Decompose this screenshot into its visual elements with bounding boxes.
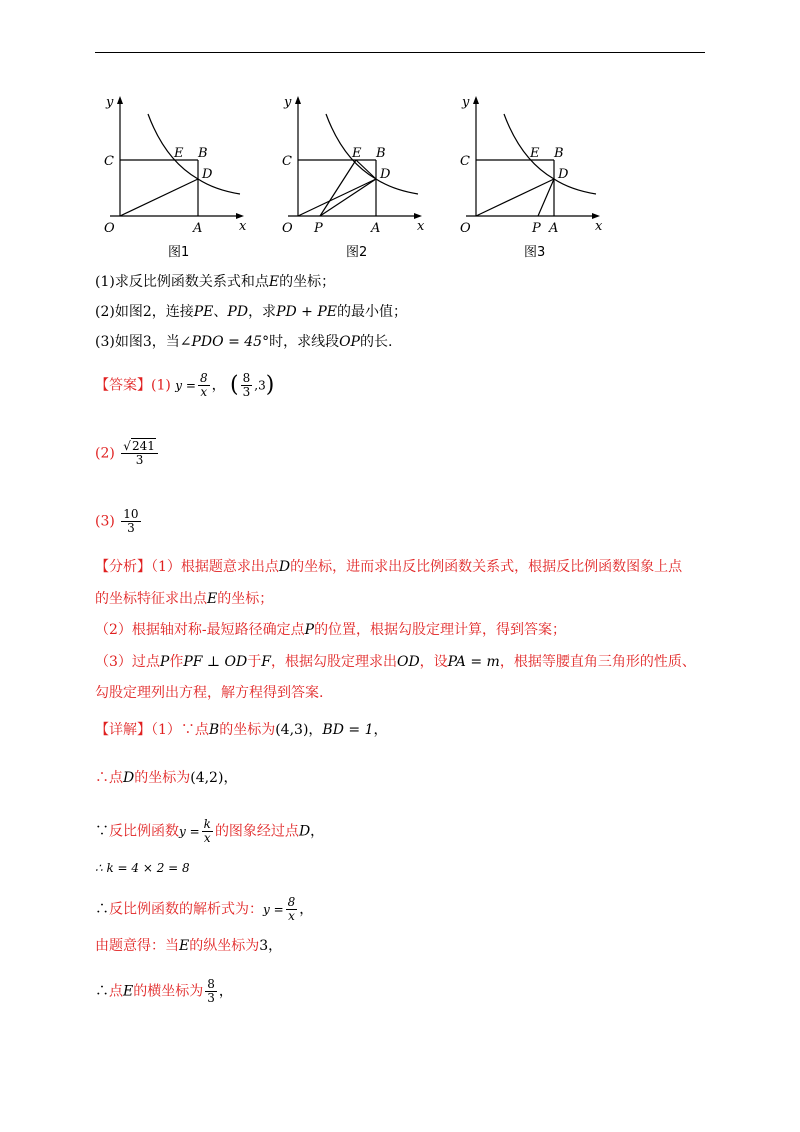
answer-1: 【答案】(1) y = $\frac{8}{x}$ ， ( $\frac{8}{3}$ ,3) — [95, 371, 275, 399]
detail-line-7: ∴点E的横坐标为 $\frac{8}{3}$ ， — [95, 977, 233, 1005]
analysis-line-1: 【分析】（1）根据题意求出点D的坐标，进而求出反比例函数关系式，根据反比例函数图象上点 — [95, 559, 683, 575]
svg-text:E: E — [530, 146, 540, 161]
detail-tag: 【详解】 — [95, 722, 151, 738]
detail-line-2: ∴点D的坐标为(4,2)， — [95, 770, 238, 786]
hyperbola — [148, 114, 240, 194]
figure-1 — [104, 95, 247, 260]
svg-text:y: y — [462, 95, 470, 110]
analysis-line-4: （3）过点P作PF ⊥ OD于F，根据勾股定理求出OD，设PA = m，根据等腰直角三角形的性质、 — [95, 654, 696, 670]
svg-text:P: P — [532, 221, 541, 236]
analysis-line-2: 的坐标特征求出点E的坐标； — [95, 591, 274, 607]
segment-od — [120, 179, 198, 216]
label-o: O — [104, 221, 115, 236]
header-rule — [95, 52, 705, 53]
figure-3 — [460, 95, 603, 260]
answer-2: (2) $\frac{√241}{3}$ — [95, 440, 160, 467]
svg-text:D: D — [558, 167, 569, 182]
svg-text:x: x — [417, 219, 425, 234]
analysis-tag: 【分析】 — [95, 559, 151, 575]
y-arrow — [117, 96, 123, 104]
svg-text:O: O — [282, 221, 293, 236]
label-b: B — [198, 146, 208, 161]
svg-text:E: E — [352, 146, 362, 161]
analysis-line-5: 勾股定理列出方程，解方程得到答案. — [95, 685, 324, 701]
detail-line-6: 由题意得：当E的纵坐标为3， — [95, 938, 283, 954]
label-x: x — [239, 219, 247, 234]
svg-text:x: x — [595, 219, 603, 234]
svg-text:C: C — [282, 154, 292, 169]
svg-text:B: B — [376, 146, 386, 161]
detail-line-3: ∵反比例函数y = $\frac{k}{x}$ 的图象经过点D， — [95, 817, 325, 845]
analysis-line-3: （2）根据轴对称-最短路径确定点P的位置，根据勾股定理计算，得到答案； — [95, 622, 567, 638]
answer-tag: 【答案】 — [95, 377, 151, 394]
svg-text:A: A — [371, 221, 381, 236]
question-1: (1)求反比例函数关系式和点E的坐标； — [95, 274, 336, 290]
svg-text:D: D — [380, 167, 391, 182]
label-a: A — [193, 221, 203, 236]
caption-3: 图3 — [524, 245, 546, 260]
caption-2: 图2 — [346, 245, 368, 260]
svg-text:C: C — [460, 154, 470, 169]
label-d: D — [202, 167, 213, 182]
detail-line-4: ∴ k = 4 × 2 = 8 — [95, 861, 190, 875]
svg-text:y: y — [284, 95, 292, 110]
svg-text:P: P — [314, 221, 323, 236]
label-c: C — [104, 154, 114, 169]
question-2: (2)如图2，连接PE、PD，求PD + PE的最小值； — [95, 304, 407, 320]
detail-line-5: ∴反比例函数的解析式为：y = $\frac{8}{x}$ ， — [95, 895, 314, 923]
detail-line-1: 【详解】（1）∵点B的坐标为(4,3)，BD = 1， — [95, 722, 388, 738]
answer-3: (3) $\frac{10}{3}$ — [95, 507, 139, 535]
svg-text:B: B — [554, 146, 564, 161]
figure-2 — [282, 95, 425, 260]
caption-1: 图1 — [168, 245, 190, 260]
label-e: E — [174, 146, 184, 161]
figures — [90, 90, 620, 270]
svg-text:A: A — [549, 221, 559, 236]
label-y: y — [106, 95, 114, 110]
question-3: (3)如图3，当∠PDO = 45°时，求线段OP的长. — [95, 334, 393, 350]
svg-text:O: O — [460, 221, 471, 236]
